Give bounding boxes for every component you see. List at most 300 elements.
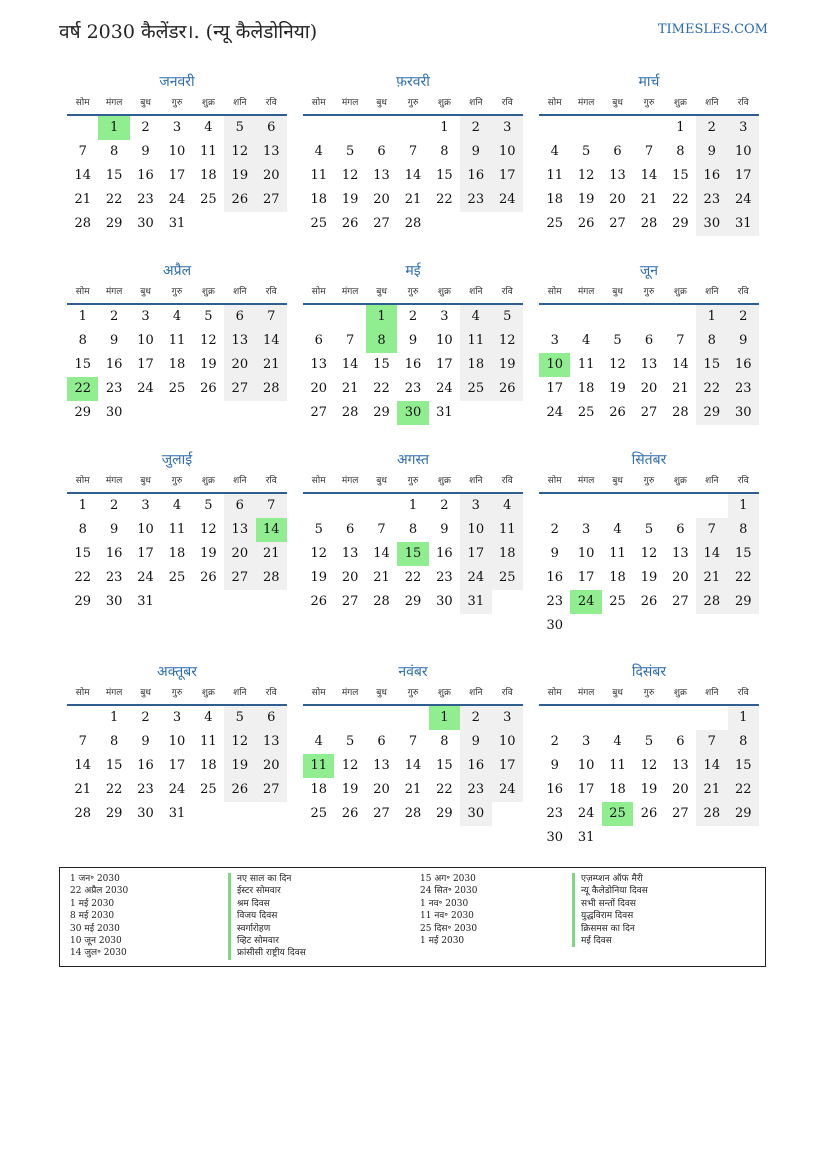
day-cell: 12 [224,140,255,164]
day-cell: 20 [609,192,626,207]
day-cell: 17 [436,357,453,372]
day-cell: 31 [168,806,186,821]
day-cell: 30 [105,405,123,420]
empty-cell [366,494,397,518]
day-cell: 23 [137,192,154,207]
day-cell: 21 [256,353,287,377]
day-cell: 3 [440,309,449,324]
day-cell: 9 [550,758,559,773]
day-cell: 19 [609,381,626,396]
day-cell: 13 [224,518,255,542]
empty-cell [303,305,334,329]
day-cell: 14 [373,546,390,561]
day-cell: 4 [460,305,491,329]
weekday-label: रवि [737,287,749,297]
day-cell: 11 [168,333,186,348]
day-cell: 29 [728,590,759,614]
day-cell: 8 [408,522,418,537]
day-cell: 15 [105,168,123,183]
day-cell: 10 [168,144,186,159]
day-cell: 4 [204,120,213,135]
day-cell: 1 [408,498,418,513]
day-cell: 14 [341,357,359,372]
day-cell: 5 [314,522,323,537]
day-cell: 4 [581,333,591,348]
weekday-label: रवि [265,287,277,297]
day-cell: 14 [640,168,658,183]
day-cell: 19 [224,164,255,188]
weekday-header [67,94,287,116]
weekday-label: मंगल [577,476,595,486]
month-block [303,448,523,614]
weekday-label: शनि [705,476,719,486]
day-cell: 5 [581,144,591,159]
day-cell: 25 [168,570,186,585]
weekday-header [303,94,523,116]
day-cell: 4 [550,144,559,159]
day-grid [303,305,523,425]
weekday-label: शनि [705,98,719,108]
day-cell: 12 [341,168,359,183]
weekday-label: मंगल [577,688,595,698]
weekday-label: शुक्र [201,98,215,108]
day-cell: 28 [74,216,91,231]
day-cell: 22 [728,566,759,590]
legend-date: 1 नव॰ 2030 [420,898,469,909]
day-cell: 18 [577,381,595,396]
day-cell: 11 [168,522,186,537]
holiday-legend [59,867,766,967]
day-cell: 30 [137,216,154,231]
day-cell: 20 [672,570,689,585]
day-cell: 6 [676,734,685,749]
weekday-label: शुक्र [437,688,451,698]
holiday-day-cell: 15 [397,542,428,566]
day-cell: 7 [256,305,287,329]
legend-dates-1 [70,873,220,960]
day-cell: 21 [404,782,422,797]
day-cell: 16 [696,164,727,188]
day-cell: 5 [204,309,213,324]
weekday-header [67,472,287,494]
day-cell: 5 [224,706,255,730]
day-cell: 10 [577,546,595,561]
day-cell: 7 [676,333,685,348]
day-cell: 14 [696,754,727,778]
day-cell: 16 [728,353,759,377]
day-cell: 1 [676,120,685,135]
day-cell: 10 [492,730,523,754]
day-cell: 28 [672,405,689,420]
day-cell: 5 [613,333,622,348]
day-cell: 4 [314,144,323,159]
weekday-header [67,684,287,706]
day-cell: 14 [696,542,727,566]
weekday-label: बुध [612,98,623,108]
day-cell: 29 [74,405,91,420]
day-cell: 12 [492,329,523,353]
day-cell: 3 [460,494,491,518]
day-cell: 26 [224,188,255,212]
day-cell: 8 [109,734,119,749]
weekday-label: रवि [737,476,749,486]
day-cell: 10 [137,522,154,537]
day-cell: 5 [204,498,213,513]
day-cell: 20 [224,542,255,566]
day-cell: 4 [613,734,622,749]
day-cell: 20 [373,192,390,207]
day-cell: 16 [137,168,154,183]
legend-holiday-name: श्रम दिवस [228,898,413,910]
day-cell: 14 [74,168,91,183]
day-cell: 26 [609,405,626,420]
day-cell: 20 [310,381,327,396]
month-block [303,70,523,236]
day-cell: 18 [460,353,491,377]
day-cell: 21 [373,570,390,585]
day-cell: 30 [728,401,759,425]
day-cell: 18 [168,546,186,561]
day-cell: 2 [109,498,119,513]
day-cell: 8 [78,333,87,348]
weekday-label: रवि [737,98,749,108]
day-cell: 26 [310,594,327,609]
day-cell: 29 [696,401,727,425]
day-cell: 31 [460,590,491,614]
day-cell: 22 [105,782,123,797]
day-cell: 6 [377,734,386,749]
day-cell: 27 [373,216,390,231]
day-cell: 21 [256,542,287,566]
weekday-label: गुरु [407,688,419,698]
day-cell: 17 [168,758,186,773]
day-cell: 25 [609,594,626,609]
day-cell: 25 [492,566,523,590]
legend-date: 10 जून 2030 [70,935,122,946]
day-cell: 13 [640,357,658,372]
weekday-label: बुध [140,688,151,698]
empty-cell [633,305,664,329]
day-cell: 29 [672,216,689,231]
weekday-label: शुक्र [673,287,687,297]
day-cell: 12 [224,730,255,754]
day-cell: 22 [436,782,453,797]
holiday-day-cell: 11 [303,754,334,778]
day-cell: 8 [78,522,87,537]
day-cell: 19 [310,570,327,585]
empty-cell [633,494,664,518]
weekday-label: बुध [140,98,151,108]
month-name: अप्रैल [162,263,192,279]
month-name: दिसंबर [631,664,667,680]
day-cell: 25 [200,192,217,207]
day-cell: 6 [644,333,654,348]
weekday-label: रवि [737,688,749,698]
day-cell: 11 [492,518,523,542]
holiday-day-cell: 24 [570,590,601,614]
day-cell: 12 [310,546,327,561]
day-cell: 1 [78,309,87,324]
day-cell: 2 [696,116,727,140]
day-cell: 3 [492,706,523,730]
day-cell: 3 [581,734,591,749]
day-cell: 1 [109,710,119,725]
day-cell: 2 [440,498,449,513]
day-cell: 28 [404,806,422,821]
day-cell: 13 [609,168,626,183]
day-cell: 13 [672,546,689,561]
day-cell: 17 [492,164,523,188]
day-cell: 4 [492,494,523,518]
day-cell: 19 [640,782,658,797]
empty-cell [539,305,570,329]
day-cell: 13 [672,758,689,773]
day-cell: 9 [109,333,119,348]
legend-holiday-name: न्यू कैलेडोनिया दिवस [572,885,762,897]
day-cell: 8 [696,329,727,353]
day-cell: 19 [492,353,523,377]
weekday-label: मंगल [341,476,359,486]
weekday-label: शनि [233,476,247,486]
weekday-label: गुरु [643,476,655,486]
day-cell: 24 [492,778,523,802]
weekday-label: रवि [501,476,513,486]
empty-cell [665,494,696,518]
day-cell: 28 [696,590,727,614]
weekday-label: मंगल [105,688,123,698]
day-cell: 13 [256,140,287,164]
month-name: मार्च [638,74,660,90]
day-cell: 26 [200,570,217,585]
day-cell: 7 [644,144,654,159]
day-cell: 10 [577,758,595,773]
day-grid [539,494,759,638]
day-cell: 22 [105,192,123,207]
weekday-label: रवि [501,98,513,108]
day-cell: 8 [440,734,449,749]
day-cell: 3 [172,120,182,135]
day-grid [67,116,287,236]
day-cell: 9 [141,144,150,159]
day-cell: 28 [341,405,359,420]
day-cell: 24 [728,188,759,212]
legend-holiday-name: क्रिसमस का दिन [572,923,762,935]
legend-holiday-name: फ्रांसीसी राष्ट्रीय दिवस [228,947,413,959]
month-block [303,259,523,425]
empty-cell [397,706,428,730]
day-cell: 7 [696,730,727,754]
day-cell: 24 [137,381,154,396]
day-cell: 23 [404,381,422,396]
day-cell: 26 [341,806,359,821]
day-cell: 6 [256,706,287,730]
day-cell: 16 [460,754,491,778]
weekday-label: बुध [376,476,387,486]
day-cell: 31 [577,830,595,845]
day-cell: 17 [577,782,595,797]
weekday-label: गुरु [643,688,655,698]
day-cell: 22 [373,381,390,396]
day-cell: 31 [137,594,154,609]
day-cell: 30 [546,618,563,633]
day-cell: 17 [546,381,563,396]
day-cell: 9 [408,333,418,348]
day-cell: 8 [440,144,449,159]
day-cell: 4 [314,734,323,749]
legend-holiday-name: नए साल का दिन [228,873,413,885]
weekday-label: शुक्र [673,98,687,108]
day-cell: 19 [640,570,658,585]
day-cell: 5 [224,116,255,140]
day-cell: 9 [696,140,727,164]
month-name: अक्तूबर [157,664,197,680]
day-cell: 16 [105,546,123,561]
day-cell: 12 [640,546,658,561]
weekday-label: गुरु [407,98,419,108]
holiday-day-cell: 14 [256,518,287,542]
day-cell: 21 [341,381,359,396]
day-cell: 9 [460,140,491,164]
day-cell: 2 [728,305,759,329]
day-cell: 27 [224,566,255,590]
day-cell: 9 [728,329,759,353]
month-name: मई [405,263,421,279]
empty-cell [303,116,334,140]
day-cell: 23 [137,782,154,797]
day-cell: 26 [200,381,217,396]
day-cell: 23 [546,806,563,821]
day-cell: 4 [172,498,182,513]
empty-cell [665,305,696,329]
day-cell: 23 [105,381,123,396]
day-cell: 5 [644,734,654,749]
day-cell: 24 [168,192,186,207]
day-cell: 26 [640,594,658,609]
day-cell: 6 [224,305,255,329]
day-cell: 6 [345,522,355,537]
empty-cell [633,706,664,730]
weekday-label: गुरु [171,98,183,108]
day-cell: 10 [436,333,453,348]
empty-cell [665,706,696,730]
weekday-label: मंगल [341,688,359,698]
day-cell: 15 [728,754,759,778]
day-cell: 6 [377,144,386,159]
weekday-label: शनि [469,287,483,297]
day-cell: 8 [676,144,685,159]
day-cell: 25 [546,216,563,231]
weekday-label: शनि [705,287,719,297]
day-cell: 17 [137,546,154,561]
empty-cell [570,305,601,329]
day-cell: 23 [728,377,759,401]
weekday-label: गुरु [643,287,655,297]
day-cell: 18 [200,168,217,183]
day-cell: 16 [436,546,453,561]
day-cell: 11 [546,168,563,183]
day-cell: 7 [377,522,386,537]
day-cell: 3 [492,116,523,140]
holiday-day-cell: 22 [67,377,98,401]
day-grid [303,116,523,236]
month-block [67,660,287,826]
weekday-label: मंगल [105,287,123,297]
day-cell: 11 [609,546,626,561]
site-link[interactable]: TIMESLES.COM [657,22,768,37]
legend-date: 1 मई 2030 [70,898,115,909]
day-cell: 27 [640,405,658,420]
day-cell: 26 [492,377,523,401]
empty-cell [602,116,633,140]
day-cell: 10 [460,518,491,542]
month-name: जुलाई [161,452,193,468]
weekday-header [67,283,287,305]
day-cell: 27 [373,806,390,821]
day-cell: 31 [168,216,186,231]
weekday-label: बुध [612,688,623,698]
day-cell: 16 [137,758,154,773]
weekday-label: सोम [311,688,326,698]
day-cell: 21 [404,192,422,207]
legend-date: 11 नव॰ 2030 [420,911,474,922]
day-cell: 2 [460,706,491,730]
weekday-label: गुरु [171,476,183,486]
day-cell: 11 [200,734,217,749]
month-name: अगस्त [396,452,429,468]
day-cell: 11 [609,758,626,773]
month-name: नवंबर [398,664,428,680]
legend-dates-2 [420,873,565,947]
legend-date: 8 मई 2030 [70,911,115,922]
day-cell: 10 [728,140,759,164]
day-cell: 25 [310,216,327,231]
month-block [539,660,759,850]
weekday-label: रवि [265,98,277,108]
day-cell: 28 [640,216,658,231]
day-cell: 15 [436,168,453,183]
day-cell: 20 [640,381,658,396]
day-cell: 15 [672,168,689,183]
empty-cell [696,494,727,518]
day-cell: 3 [728,116,759,140]
day-cell: 28 [256,377,287,401]
day-cell: 12 [640,758,658,773]
weekday-label: शुक्र [201,476,215,486]
day-cell: 5 [492,305,523,329]
legend-holiday-name: युद्धविराम दिवस [572,910,762,922]
day-cell: 27 [609,216,626,231]
weekday-label: गुरु [171,688,183,698]
day-cell: 6 [314,333,323,348]
empty-cell [696,706,727,730]
day-cell: 30 [460,802,491,826]
day-cell: 18 [492,542,523,566]
day-cell: 18 [546,192,563,207]
day-cell: 19 [200,357,217,372]
day-cell: 20 [256,754,287,778]
empty-cell [602,494,633,518]
day-cell: 19 [577,192,595,207]
day-cell: 12 [200,333,217,348]
day-cell: 27 [310,405,327,420]
day-cell: 10 [168,734,186,749]
weekday-label: मंगल [105,476,123,486]
day-cell: 24 [577,806,595,821]
day-cell: 17 [137,357,154,372]
day-cell: 14 [256,329,287,353]
day-cell: 3 [141,309,150,324]
day-cell: 11 [460,329,491,353]
